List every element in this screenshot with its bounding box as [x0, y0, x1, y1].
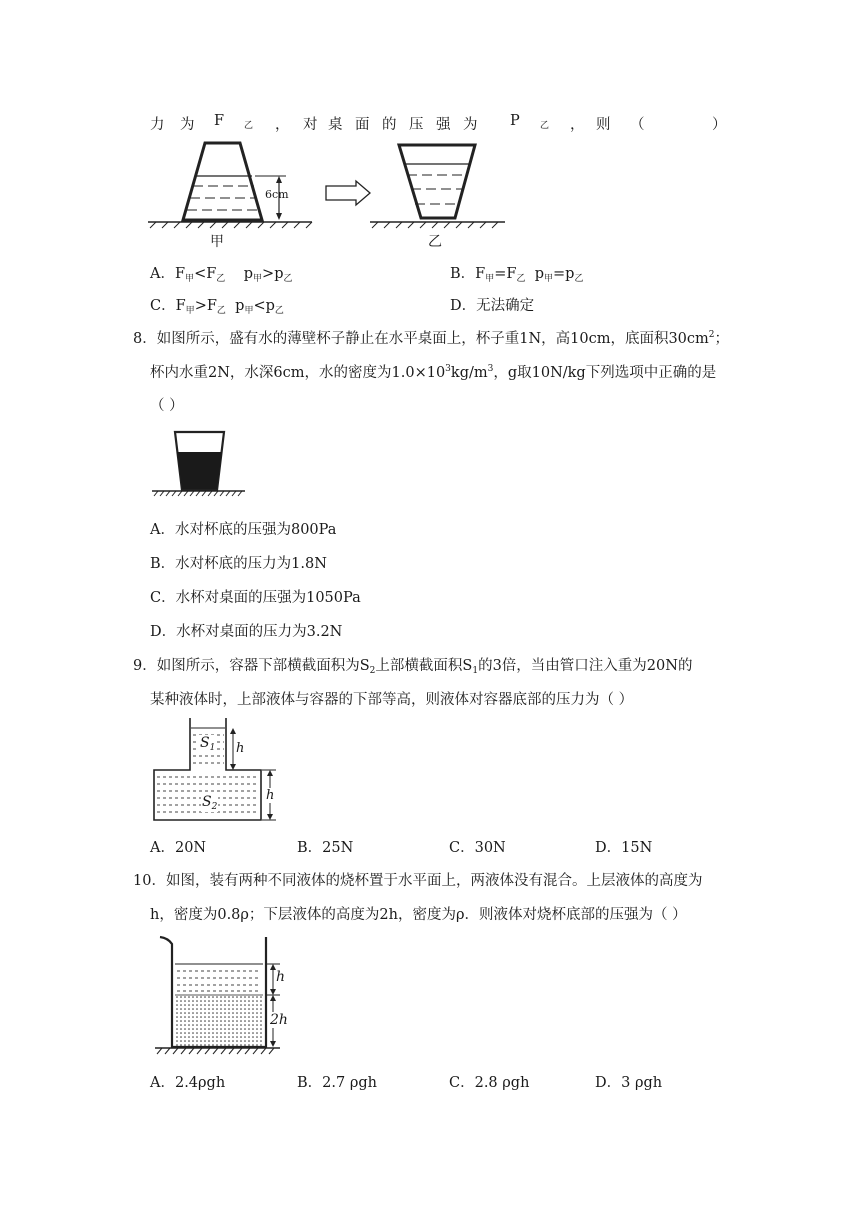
f: F	[506, 266, 517, 282]
char: ，	[570, 117, 585, 133]
char: ）	[712, 117, 727, 133]
q9-option-c[interactable]: C．30N	[449, 840, 506, 856]
sub: 甲	[253, 274, 263, 284]
text: 的3倍，当由管口注入重为20N的	[478, 658, 693, 674]
q8-option-d[interactable]: D．水杯对桌面的压力为3.2N	[150, 624, 343, 640]
sup: 3	[445, 364, 451, 374]
f: F	[206, 298, 217, 314]
rel: <	[253, 298, 266, 314]
sub: 甲	[185, 306, 195, 316]
q10-option-c[interactable]: C．2.8 ρgh	[449, 1075, 530, 1091]
char: 乙	[540, 121, 550, 131]
char: 乙	[244, 121, 254, 131]
text: 8．如图所示，盛有水的薄壁杯子静止在水平桌面上，杯子重1N，高10cm，底面积30cm	[133, 331, 709, 347]
char: ，	[275, 117, 290, 133]
sub: 甲	[543, 274, 553, 284]
char: P	[510, 113, 520, 129]
sub: 乙	[283, 274, 293, 284]
sub: 乙	[216, 306, 226, 316]
lower-liquid	[175, 995, 263, 1046]
q10-option-d[interactable]: D．3 ρgh	[595, 1075, 663, 1091]
sup: 3	[487, 364, 494, 374]
q9-option-a[interactable]: A．20N	[150, 840, 207, 856]
p: p	[534, 266, 544, 282]
sup: 2	[708, 330, 715, 340]
char: 力	[150, 117, 165, 133]
q8-option-c[interactable]: C．水杯对桌面的压强为1050Pa	[150, 590, 361, 606]
q9-option-d[interactable]: D．15N	[595, 840, 653, 856]
rel: =	[553, 266, 566, 282]
p: p	[243, 266, 254, 282]
text: kg/m	[450, 365, 488, 381]
q10-option-a[interactable]: A．2.4ρgh	[150, 1075, 226, 1091]
h-upper-label: h	[236, 741, 245, 756]
p: p	[235, 298, 245, 314]
char: 面	[355, 117, 370, 133]
f: F	[206, 266, 217, 282]
char: 的	[382, 117, 397, 133]
rel: >	[262, 266, 275, 282]
sub: 甲	[185, 274, 195, 284]
q10-stem-line2: h，密度为0.8ρ；下层液体的高度为2h，密度为ρ．则液体对烧杯底部的压强为（ ）	[150, 907, 687, 923]
label-yi: 乙	[428, 234, 442, 250]
option-letter: A．	[150, 266, 175, 282]
label-jia: 甲	[210, 234, 224, 250]
h-label: h	[276, 969, 286, 985]
p: p	[265, 298, 275, 314]
sub: 1	[472, 666, 479, 676]
p: p	[274, 266, 284, 282]
s: S	[202, 794, 212, 810]
sub: 2	[369, 666, 376, 676]
q9-stem-line2: 某种液体时，上部液体与容器的下部等高，则液体对容器底部的压力为（ ）	[150, 692, 634, 708]
sub: 甲	[485, 274, 495, 284]
f: F	[475, 266, 486, 282]
q8-stem-line3: （ ）	[150, 398, 184, 414]
f: F	[175, 298, 186, 314]
s: S	[200, 735, 210, 751]
sub: 乙	[516, 274, 526, 284]
p: p	[565, 266, 575, 282]
sub: 1	[209, 743, 216, 753]
text: 9．如图所示，容器下部横截面积为S	[133, 658, 370, 674]
2h-label: 2h	[270, 1012, 288, 1028]
option-letter: B．	[450, 266, 476, 282]
f: F	[174, 266, 186, 282]
q8-option-b[interactable]: B．水对杯底的压力为1.8N	[150, 556, 327, 572]
sub: 乙	[274, 306, 284, 316]
depth-label: 6cm	[265, 188, 289, 201]
char: 强	[436, 117, 451, 133]
char: F	[214, 113, 225, 129]
option-letter: C．	[150, 298, 176, 314]
char: 压	[409, 117, 424, 133]
text: 杯内水重2N，水深6cm，水的密度为1.0×10	[150, 365, 446, 381]
text: ；	[714, 331, 730, 347]
char: 对	[303, 117, 318, 133]
h-lower-label: h	[266, 788, 275, 803]
q9-option-b[interactable]: B．25N	[297, 840, 354, 856]
q10-option-b[interactable]: B．2.7 ρgh	[297, 1075, 377, 1091]
option-letter: D．	[450, 298, 477, 314]
rel: <	[194, 266, 207, 282]
q8-option-a[interactable]: A．水对杯底的压强为800Pa	[150, 522, 337, 538]
char: 为	[463, 117, 478, 133]
sub: 2	[211, 802, 218, 812]
char: 则	[596, 117, 611, 133]
q10-stem-line1: 10．如图，装有两种不同液体的烧杯置于水平面上，两液体没有混合。上层液体的高度为	[133, 873, 703, 889]
text: ，g取10N/kg下列选项中正确的是	[493, 365, 717, 381]
sub: 甲	[244, 306, 254, 316]
char: （	[630, 117, 645, 133]
rel: =	[494, 266, 507, 282]
sub: 乙	[216, 274, 226, 284]
rel: >	[194, 298, 207, 314]
option-text: 无法确定	[476, 298, 535, 314]
char: 为	[180, 117, 195, 133]
sub: 乙	[574, 274, 584, 284]
char: 桌	[328, 117, 343, 133]
text: 上部横截面积S	[375, 658, 473, 674]
